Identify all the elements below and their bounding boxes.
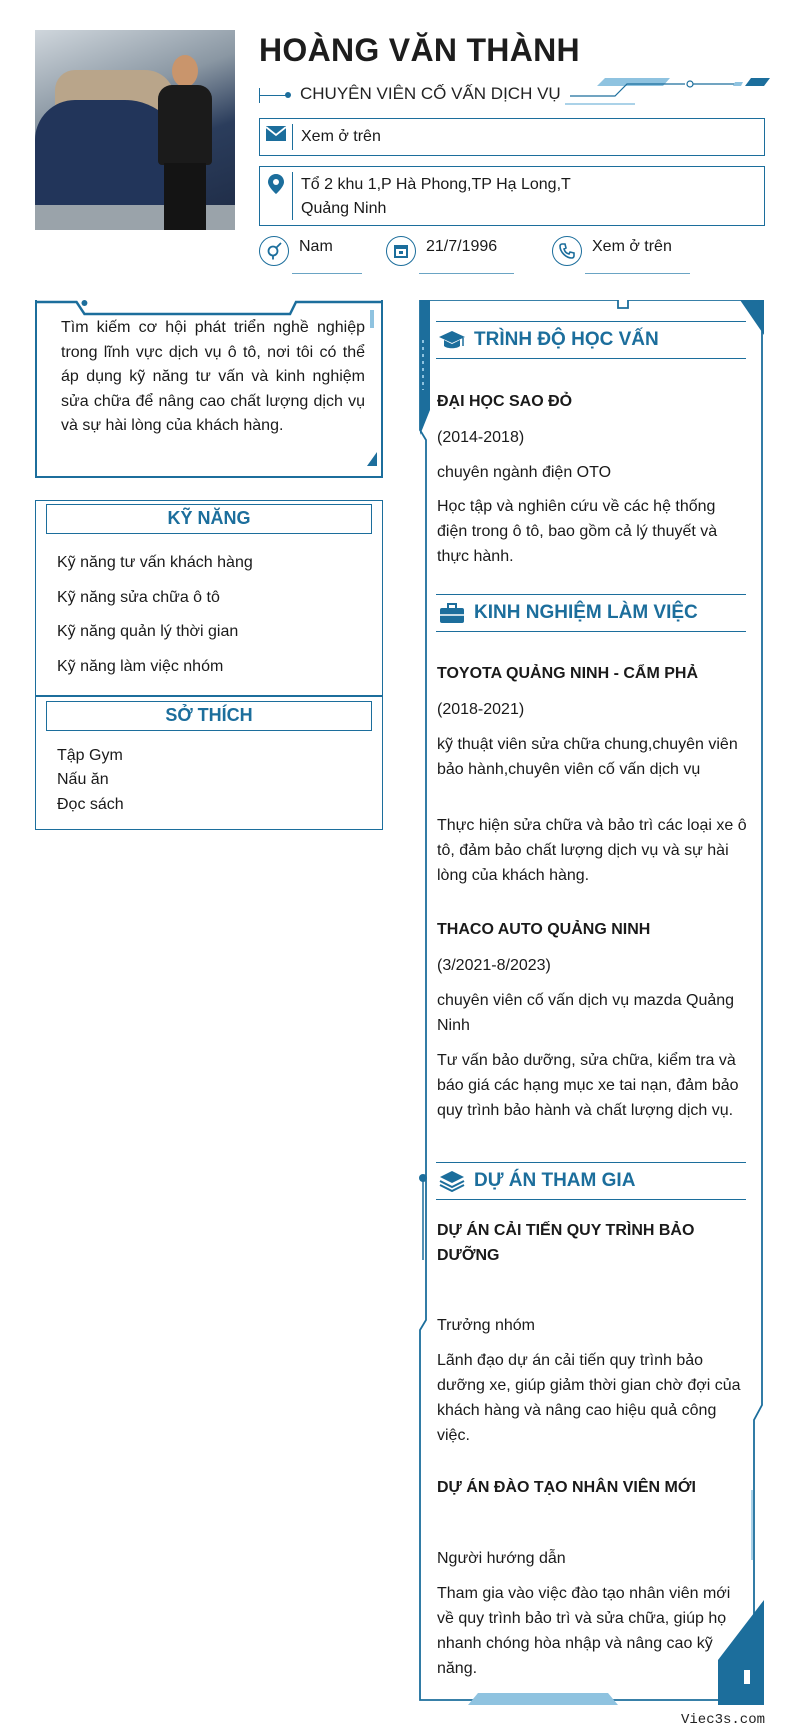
address-box xyxy=(259,166,765,226)
skill-item: Kỹ năng làm việc nhóm xyxy=(57,658,224,675)
experience-title: KINH NGHIỆM LÀM VIỆC xyxy=(474,602,698,623)
job-role: chuyên viên cố vấn dịch vụ mazda Quảng Ninh xyxy=(437,992,735,1034)
email-box xyxy=(259,118,765,156)
birthday-value: 21/7/1996 xyxy=(426,238,498,255)
location-pin-icon xyxy=(260,167,292,195)
hobby-item: Nấu ăn xyxy=(57,771,109,788)
project-role: Người hướng dẫn xyxy=(437,1550,566,1567)
footer-watermark: Viec3s.com xyxy=(680,1712,765,1728)
phone-icon xyxy=(552,236,582,266)
job-description: Thực hiện sửa chữa và bảo trì các loại xe ô tô, đảm bảo chất lượng dịch vụ và sự hài lòng của khách hàng. xyxy=(437,817,747,884)
gender-item xyxy=(259,236,333,266)
hobbies-heading: SỞ THÍCH xyxy=(46,701,372,731)
experience-heading xyxy=(436,594,746,632)
job-period: (2018-2021) xyxy=(437,701,525,718)
objective-corner-decor xyxy=(370,310,374,328)
header-decoration xyxy=(565,72,770,112)
skill-item: Kỹ năng tư vấn khách hàng xyxy=(57,554,253,571)
graduation-cap-icon xyxy=(438,329,466,351)
gender-underline xyxy=(292,273,362,274)
gender-value: Nam xyxy=(299,238,333,255)
skill-item: Kỹ năng sửa chữa ô tô xyxy=(57,589,220,606)
education-major: chuyên ngành điện OTO xyxy=(437,464,612,481)
project-description: Lãnh đạo dự án cải tiến quy trình bảo dưỡng xe, giúp giảm thời gian chờ đợi của khách hàng và nâng cao hiệu quả công việc. xyxy=(437,1352,741,1444)
projects-heading xyxy=(436,1162,746,1200)
email-value: Xem ở trên xyxy=(301,128,381,145)
objective-top-border xyxy=(37,300,381,316)
skills-hobbies-panel xyxy=(35,500,383,830)
profile-photo xyxy=(35,30,235,230)
education-heading xyxy=(436,321,746,359)
education-period: (2014-2018) xyxy=(437,429,525,446)
job-title: CHUYÊN VIÊN CỐ VẤN DỊCH VỤ xyxy=(300,84,561,103)
job-period: (3/2021-8/2023) xyxy=(437,957,551,974)
title-decor-dot xyxy=(285,92,291,98)
birthday-item xyxy=(386,236,497,266)
phone-item xyxy=(552,236,672,266)
education-title: TRÌNH ĐỘ HỌC VẤN xyxy=(474,329,659,350)
phone-underline xyxy=(585,273,690,274)
gender-icon xyxy=(259,236,289,266)
projects-title: DỰ ÁN THAM GIA xyxy=(474,1170,636,1191)
job-role: kỹ thuật viên sửa chữa chung,chuyên viên bảo hành,chuyên viên cố vấn dịch vụ xyxy=(437,736,738,778)
education-school: ĐẠI HỌC SAO ĐỎ xyxy=(437,393,573,410)
job-company: TOYOTA QUẢNG NINH - CẨM PHẢ xyxy=(437,665,699,682)
job-company: THACO AUTO QUẢNG NINH xyxy=(437,921,651,938)
project-description: Tham gia vào việc đào tạo nhân viên mới về quy trình bảo trì và sửa chữa, giúp họ nhanh chóng hòa nhập và nâng cao kỹ năng. xyxy=(437,1585,731,1677)
layers-icon xyxy=(438,1170,466,1192)
address-value: Tổ 2 khu 1,P Hà Phong,TP Hạ Long,T Quảng Ninh xyxy=(301,176,571,217)
hobby-item: Đọc sách xyxy=(57,796,124,813)
hobby-item: Tập Gym xyxy=(57,747,123,764)
project-name: DỰ ÁN ĐÀO TẠO NHÂN VIÊN MỚI xyxy=(437,1479,696,1496)
skill-item: Kỹ năng quản lý thời gian xyxy=(57,623,239,640)
objective-text: Tìm kiếm cơ hội phát triển nghề nghiệp trong lĩnh vực dịch vụ ô tô, nơi tôi có thể áp dụng kỹ năng tư vấn và kinh nghiệm sửa chữa để nâng cao chất lượng dịch vụ và sự hài lòng của khách hàng. xyxy=(61,319,365,434)
candidate-name: HOÀNG VĂN THÀNH xyxy=(259,32,580,68)
phone-value: Xem ở trên xyxy=(592,238,672,255)
panel-divider xyxy=(35,695,383,697)
project-name: DỰ ÁN CẢI TIẾN QUY TRÌNH BẢO DƯỠNG xyxy=(437,1222,695,1264)
project-role: Trưởng nhóm xyxy=(437,1317,535,1334)
briefcase-icon xyxy=(438,602,466,624)
mail-icon xyxy=(260,119,292,143)
calendar-icon xyxy=(386,236,416,266)
objective-corner-triangle xyxy=(367,452,377,466)
birthday-underline xyxy=(419,273,514,274)
job-description: Tư vấn bảo dưỡng, sửa chữa, kiểm tra và báo giá các hạng mục xe tai nạn, đảm bảo quy trình bảo hành và chất lượng dịch vụ. xyxy=(437,1052,739,1119)
right-column xyxy=(418,300,764,1705)
skills-heading: KỸ NĂNG xyxy=(46,504,372,534)
objective-box xyxy=(35,300,383,478)
education-description: Học tập và nghiên cứu về các hệ thống điện trong ô tô, bao gồm cả lý thuyết và thực hành. xyxy=(437,498,718,565)
